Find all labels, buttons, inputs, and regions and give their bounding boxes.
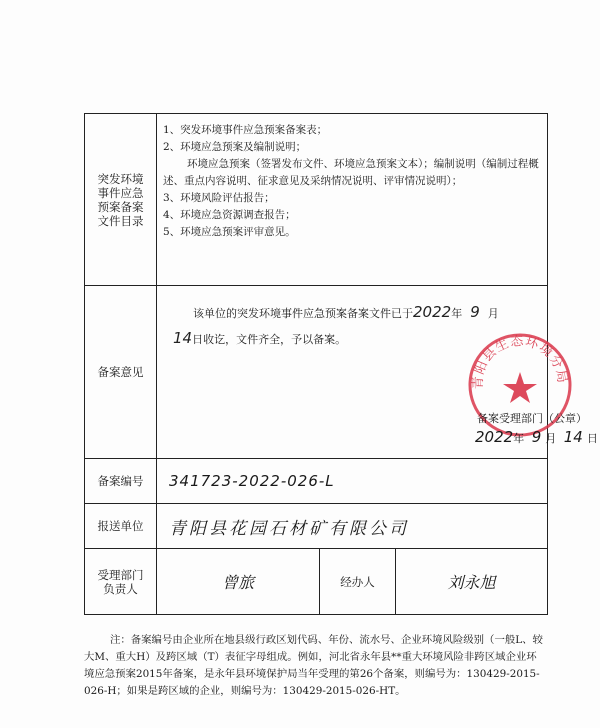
number-value: 341723-2022-026-L xyxy=(157,459,548,504)
dept-head-signature: 曾旅 xyxy=(157,549,320,615)
opinion-day: 14 xyxy=(173,329,193,347)
opinion-month-unit: 月 xyxy=(487,307,499,320)
directory-item: 4、环境应急资源调查报告； xyxy=(163,209,296,221)
date-year: 2022 xyxy=(475,428,514,446)
dept-head-label-line: 受理部门 xyxy=(97,567,144,582)
opinion-text-1: 该单位的突发环境事件应急预案备案文件已于 xyxy=(193,307,413,320)
opinion-text-2: 日收讫，文件齐全，予以备案。 xyxy=(192,333,347,346)
date-day-unit: 日 xyxy=(586,432,598,445)
date-month-unit: 月 xyxy=(545,432,557,445)
unit-label: 报送单位 xyxy=(85,504,157,549)
directory-label xyxy=(85,114,157,286)
unit-value: 青阳县花园石材矿有限公司 xyxy=(157,504,548,549)
dept-head-label xyxy=(85,549,157,615)
opinion-label: 备案意见 xyxy=(85,286,157,459)
directory-label-line: 预案备案 xyxy=(97,199,144,214)
filing-form-table xyxy=(84,113,598,615)
directory-label-line: 事件应急 xyxy=(97,185,144,200)
directory-item: 2、环境应急预案及编制说明； xyxy=(163,141,307,153)
date-year-unit: 年 xyxy=(513,432,525,445)
responsible-row xyxy=(85,549,548,615)
unit-row xyxy=(85,504,548,549)
opinion-year: 2022 xyxy=(413,303,452,321)
directory-row xyxy=(85,114,548,286)
date-day: 14 xyxy=(563,428,583,446)
number-label: 备案编号 xyxy=(85,459,157,504)
seal-star-icon xyxy=(503,372,537,403)
directory-item: 5、环境应急预案评审意见。 xyxy=(163,226,296,238)
opinion-month: 9 xyxy=(470,303,480,321)
directory-item: 3、环境风险评估报告； xyxy=(163,192,275,204)
dept-head-label-line: 负责人 xyxy=(103,581,138,596)
directory-item: 1、突发环境事件应急预案备案表； xyxy=(163,124,328,136)
directory-contents xyxy=(157,114,548,286)
opinion-row xyxy=(85,286,548,459)
directory-label-line: 突发环境 xyxy=(97,171,144,186)
opinion-year-unit: 年 xyxy=(451,307,463,320)
date-month: 9 xyxy=(531,428,542,446)
directory-label-line: 文件目录 xyxy=(97,213,144,228)
directory-item: 环境应急预案（签署发布文件、环境应急预案文本）；编制说明（编制过程概述、重点内容说明、征求意见及采纳情况说明、评审情况说明）； xyxy=(163,158,539,187)
seal-text: 青阳县生态环境分局 xyxy=(470,333,570,390)
receiving-department: 备案受理部门（公章） xyxy=(477,412,587,425)
handler-signature: 刘永旭 xyxy=(396,549,548,615)
number-row xyxy=(85,459,548,504)
opinion-cell xyxy=(157,286,598,459)
handler-label: 经办人 xyxy=(320,549,396,615)
filing-date xyxy=(475,428,598,446)
footnote: 注：备案编号由企业所在地县级行政区划代码、年份、流水号、企业环境风险级别（一般L、较大M、重大H）及跨区域（T）表征字母组成。例如，河北省永年县**重大环境风险非跨区域企业环境应急预案2015年备案，是永年县环境保护局当年受理的第26个备案，则编号为：130429-2015-026-H；如果是跨区域的企业，则编号为：130429-2015-026-HT。 xyxy=(84,634,543,697)
